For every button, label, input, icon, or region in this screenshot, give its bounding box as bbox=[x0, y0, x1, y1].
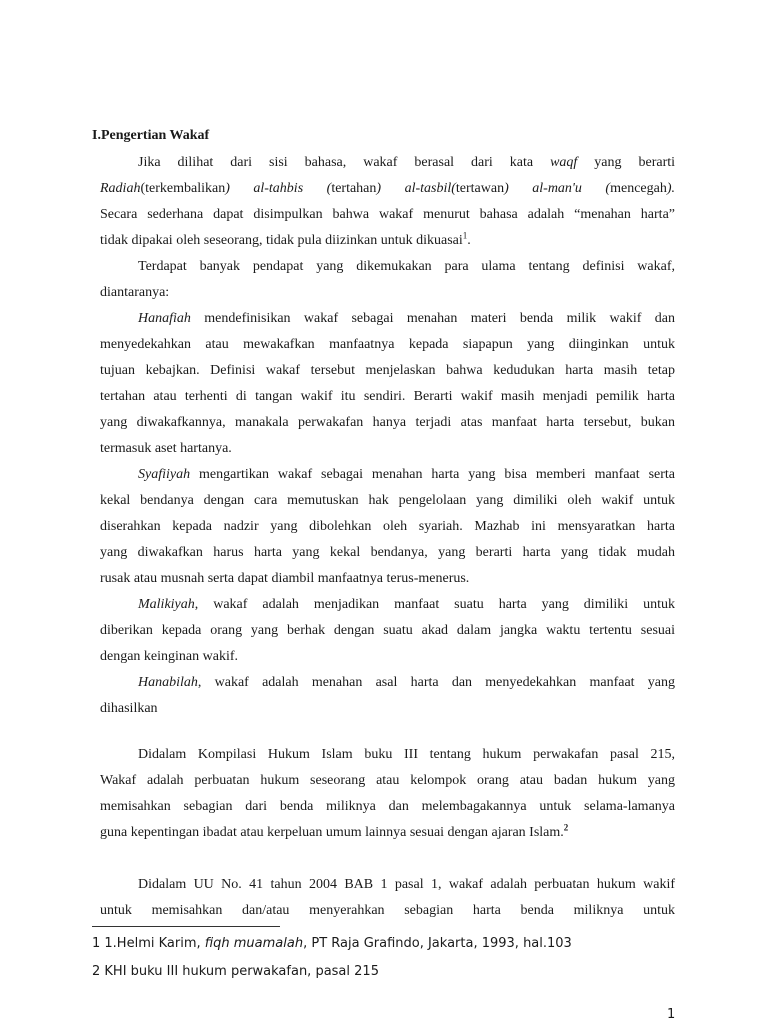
paragraph-7-line-4: guna kepentingan ibadat atau kerpeluan umum lainnya sesuai dengan ajaran Islam.$^2$ bbox=[100, 822, 569, 840]
paragraph-4-line-2: kekal bendanya dengan cara memutuskan hak pengelolaan yang dimiliki oleh wakif untuk bbox=[100, 493, 675, 508]
paragraph-4-line-5: rusak atau musnah serta dapat diambil manfaatnya terus-menerus. bbox=[100, 571, 470, 586]
paragraph-3-line-1: Hanafiah mendefinisikan wakaf sebagai menahan materi benda milik wakif dan bbox=[138, 311, 675, 326]
page-number: 1 bbox=[667, 1007, 676, 1022]
paragraph-5-line-2: diberikan kepada orang yang berhak dengan suatu akad dalam jangka waktu tertentu sesuai bbox=[100, 623, 675, 638]
paragraph-7-line-1: Didalam Kompilasi Hukum Islam buku III tentang hukum perwakafan pasal 215, bbox=[138, 747, 675, 762]
section-heading: I.Pengertian Wakaf bbox=[92, 128, 210, 143]
paragraph-5-line-3: dengan keinginan wakif. bbox=[100, 649, 239, 664]
paragraph-1-line-1: Jika dilihat dari sisi bahasa, wakaf berasal dari kata waqf yang berarti bbox=[138, 155, 676, 170]
paragraph-8-line-2: untuk memisahkan dan/atau menyerahkan sebagian harta benda miliknya untuk bbox=[100, 903, 675, 918]
paragraph-1-line-2: Radiah(terkembalikan) al-tahbis (tertahan) al-tasbil(tertawan) al-man'u (mencegah). bbox=[100, 181, 676, 196]
paragraph-3-line-4: tertahan atau terhenti di tangan wakif itu sendiri. Berarti wakif masih menjadi pemilik harta bbox=[100, 389, 675, 404]
paragraph-2-line-2: diantaranya: bbox=[100, 285, 170, 300]
paragraph-4-line-1: Syafiiyah mengartikan wakaf sebagai menahan harta yang bisa memberi manfaat serta bbox=[138, 467, 675, 482]
paragraph-3-line-2: menyedekahkan atau mewakafkan manfaatnya kepada siapapun yang diinginkan untuk bbox=[100, 337, 675, 352]
paragraph-5-line-1: Malikiyah, wakaf adalah menjadikan manfaat suatu harta yang dimiliki untuk bbox=[138, 597, 675, 612]
paragraph-6-line-1: Hanabilah, wakaf adalah menahan asal harta dan menyedekahkan manfaat yang bbox=[138, 675, 675, 690]
paragraph-3-line-3: tujuan kebajkan. Definisi wakaf tersebut menjelaskan bahwa kedudukan harta masih tetap bbox=[100, 363, 675, 378]
paragraph-3-line-5: yang diwakafkannya, manakala perwakafan hanya terjadi atas manfaat harta tersebut, bukan bbox=[100, 415, 675, 430]
paragraph-8-line-1: Didalam UU No. 41 tahun 2004 BAB 1 pasal 1, wakaf adalah perbuatan hukum wakif bbox=[138, 877, 675, 892]
paragraph-3-line-6: termasuk aset hartanya. bbox=[100, 441, 232, 456]
paragraph-4-line-3: diserahkan kepada nadzir yang dibolehkan oleh syariah. Mazhab ini mensyaratkan harta bbox=[100, 519, 675, 534]
paragraph-2-line-1: Terdapat banyak pendapat yang dikemukakan para ulama tentang definisi wakaf, bbox=[138, 259, 675, 274]
footnote-separator bbox=[92, 926, 280, 927]
footnote-1: 1 1.Helmi Karim, fiqh muamalah, PT Raja Grafindo, Jakarta, 1993, hal.103 bbox=[92, 936, 572, 951]
footnote-ref-2[interactable]: 2 bbox=[563, 822, 569, 833]
paragraph-1-line-3: Secara sederhana dapat disimpulkan bahwa wakaf menurut bahasa adalah “menahan harta” bbox=[100, 207, 675, 222]
paragraph-7-line-2: Wakaf adalah perbuatan hukum seseorang atau kelompok orang atau badan hukum yang bbox=[100, 773, 675, 788]
paragraph-7-line-3: memisahkan sebagian dari benda miliknya dan melembagakannya untuk selama-lamanya bbox=[100, 799, 675, 814]
paragraph-4-line-4: yang diwakafkan harus harta yang kekal bendanya, yang berarti harta yang tidak mudah bbox=[100, 545, 675, 560]
paragraph-1-line-4: tidak dipakai oleh seseorang, tidak pula diizinkan untuk dikuasai$^1$. bbox=[100, 230, 471, 248]
footnote-ref-1[interactable]: 1 bbox=[462, 230, 468, 241]
footnote-2: 2 KHI buku III hukum perwakafan, pasal 215 bbox=[92, 964, 379, 979]
paragraph-6-line-2: dihasilkan bbox=[100, 701, 158, 716]
